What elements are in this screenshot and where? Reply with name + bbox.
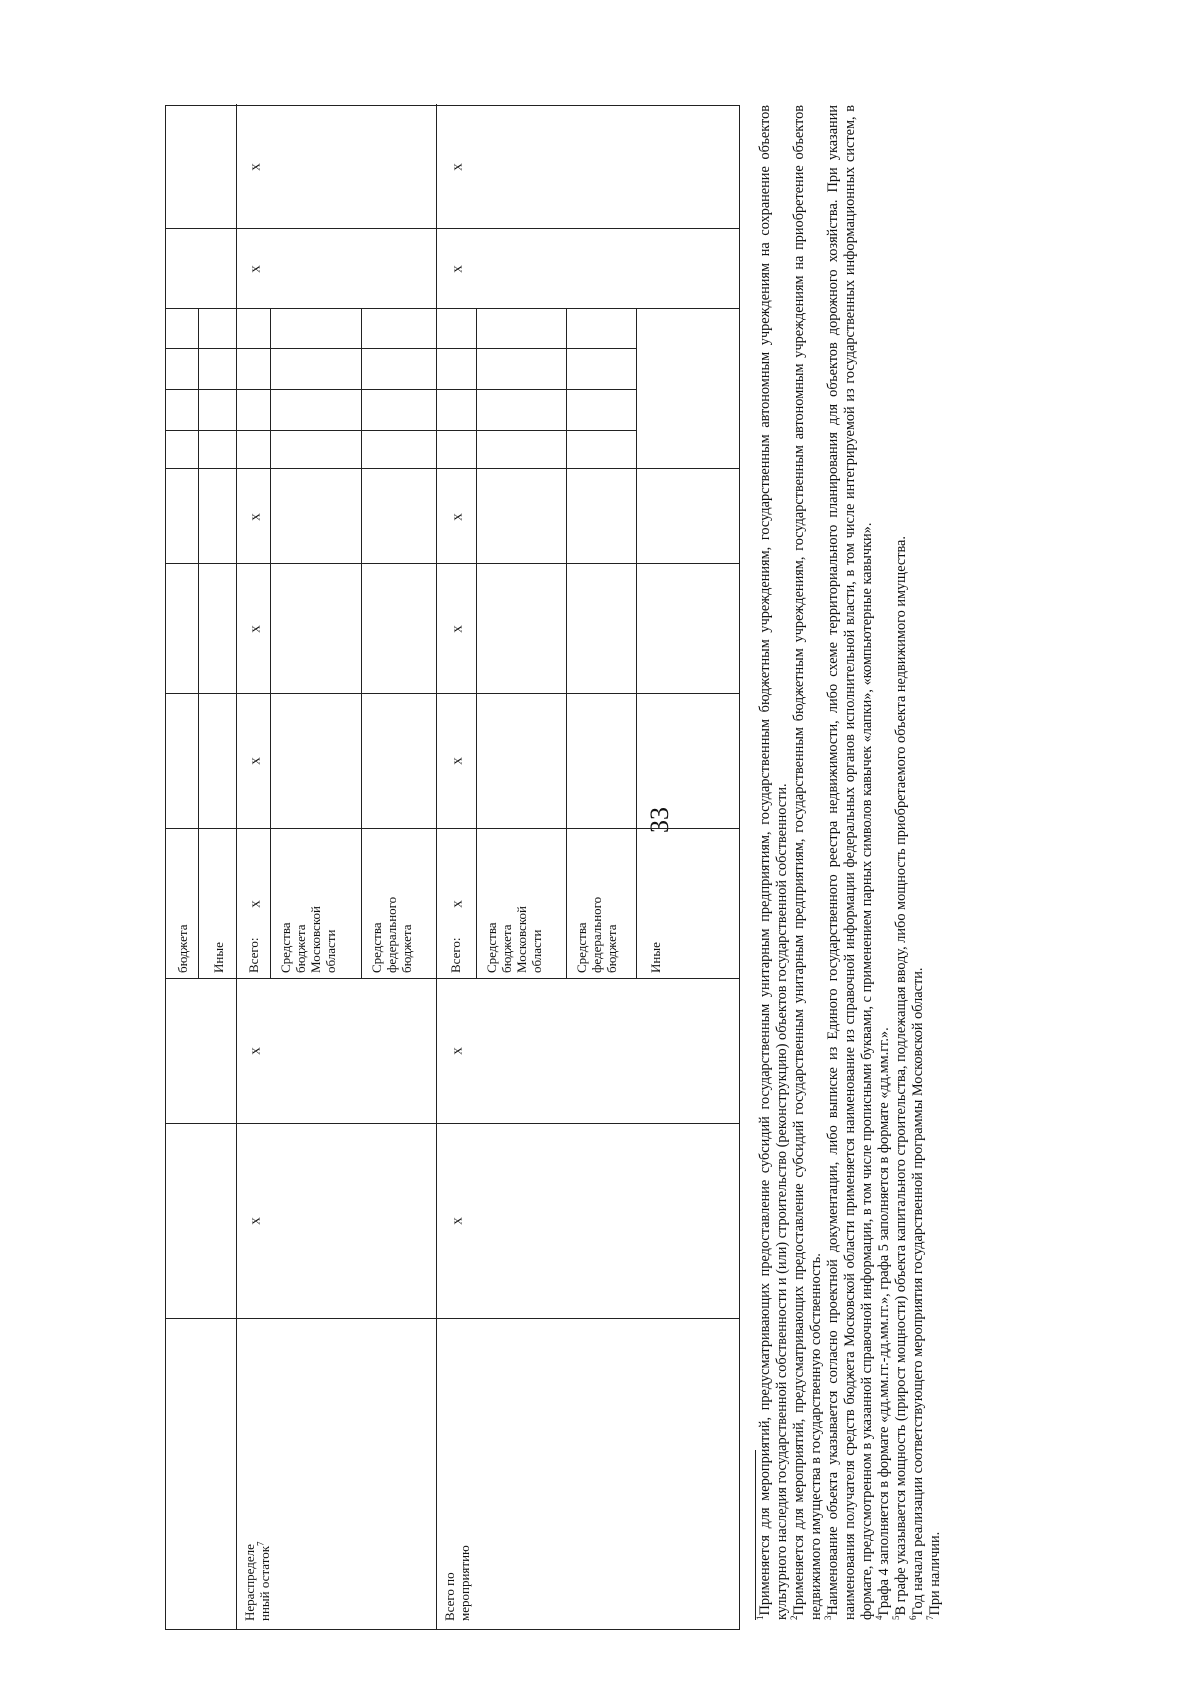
- footnote-rule: [755, 1450, 756, 1620]
- source-total: Всего:: [246, 937, 261, 973]
- cross-mark: х: [449, 1047, 466, 1055]
- row-line: [636, 309, 637, 979]
- cross-mark: х: [247, 265, 264, 273]
- column-line: [166, 978, 739, 979]
- footnote-6: $^6$Год начала реализации соответствующего мероприятия государственной программы Московской области.: [908, 967, 926, 1620]
- column-line: [166, 828, 739, 829]
- page-number: 33: [645, 807, 674, 833]
- footnote-2: $^2$Применяется для мероприятий, предусматривающих предоставление субсидий государственным унитарным предприятиям, государственным бюджетным учреждениям, государственным автономным учреждениям на приобретение объектов недвижимого имущества в государственную собственность.: [789, 105, 824, 1620]
- cross-mark: х: [449, 900, 466, 908]
- row-line: [566, 309, 567, 979]
- cross-mark: х: [449, 163, 466, 171]
- row-line: [236, 104, 237, 1629]
- column-line: [166, 308, 739, 309]
- cross-mark: х: [449, 1217, 466, 1225]
- budget-table: [165, 105, 740, 1630]
- cross-mark: х: [247, 513, 264, 521]
- source-federal-budget: Средства федерального бюджета: [369, 896, 414, 973]
- row-label-total: Всего по мероприятию: [442, 1545, 472, 1621]
- source-federal-budget: Средства федерального бюджета: [574, 896, 619, 973]
- cross-mark: х: [449, 265, 466, 273]
- row-line: [270, 309, 271, 979]
- cross-mark: х: [449, 625, 466, 633]
- row-line: [436, 104, 437, 1629]
- cross-mark: х: [247, 163, 264, 171]
- footnote-5: $^5$В графе указывается мощность (прирост мощности) объекта капитального строительства, подлежащая вводу, либо мощность приобретаемого объекта недвижимого имущества.: [891, 536, 909, 1620]
- cross-mark: х: [449, 757, 466, 765]
- row-line: [361, 309, 362, 979]
- column-line: [166, 1318, 739, 1319]
- cross-mark: х: [247, 757, 264, 765]
- cross-mark: х: [247, 1217, 264, 1225]
- column-line: [166, 693, 739, 694]
- source-total: Всего:: [448, 937, 463, 973]
- header-other: Иные: [211, 942, 226, 973]
- source-other: Иные: [648, 942, 663, 973]
- column-line: [166, 563, 739, 564]
- source-moscow-region-budget: Средства бюджета Московской области: [484, 906, 544, 973]
- footnote-3: $^3$Наименование объекта указывается согласно проектной документации, либо выписке из Единого государственного реестра недвижимости, либо схеме территориального планирования для объектов дорожного хозяйства. При указании наименования получателя средств бюджета Московской области применяется наименование из справочной информации федеральных органов исполнительной власти, в том числе интегрируемой из государственных информационных систем, в формате, предусмотренном в указанной справочной информации, в том числе прописными буквами, с применением парных символов кавычек «лапки», «компьютерные кавычки».: [823, 105, 875, 1620]
- row-label-unallocated: Нераспределе нный остаток$^7$: [242, 1541, 272, 1621]
- column-line: [166, 228, 739, 229]
- source-moscow-region-budget: Средства бюджета Московской области: [278, 906, 338, 973]
- footnote-4: $^4$Графа 4 заполняется в формате «дд.мм.гг.-дд.мм.гг.», графа 5 заполняется в формате «дд.мм.гг.».: [874, 1027, 892, 1620]
- row-line: [198, 309, 199, 979]
- footnote-1: $^1$Применяется для мероприятий, предусматривающих предоставление субсидий государственным унитарным предприятиям, государственным бюджетным учреждениям, государственным автономным учреждениям на сохранение объектов культурного наследия государственной собственности и (или) строительство (реконструкцию) объектов государственной собственности.: [755, 105, 790, 1620]
- column-line: [166, 468, 739, 469]
- column-line: [166, 1123, 739, 1124]
- cross-mark: х: [247, 900, 264, 908]
- cross-mark: х: [449, 513, 466, 521]
- cross-mark: х: [247, 1047, 264, 1055]
- row-line: [476, 309, 477, 979]
- footnote-7: $^7$При наличии.: [925, 1531, 943, 1620]
- cross-mark: х: [247, 625, 264, 633]
- header-budget-fragment: бюджета: [175, 924, 190, 973]
- footnotes: [757, 105, 944, 1620]
